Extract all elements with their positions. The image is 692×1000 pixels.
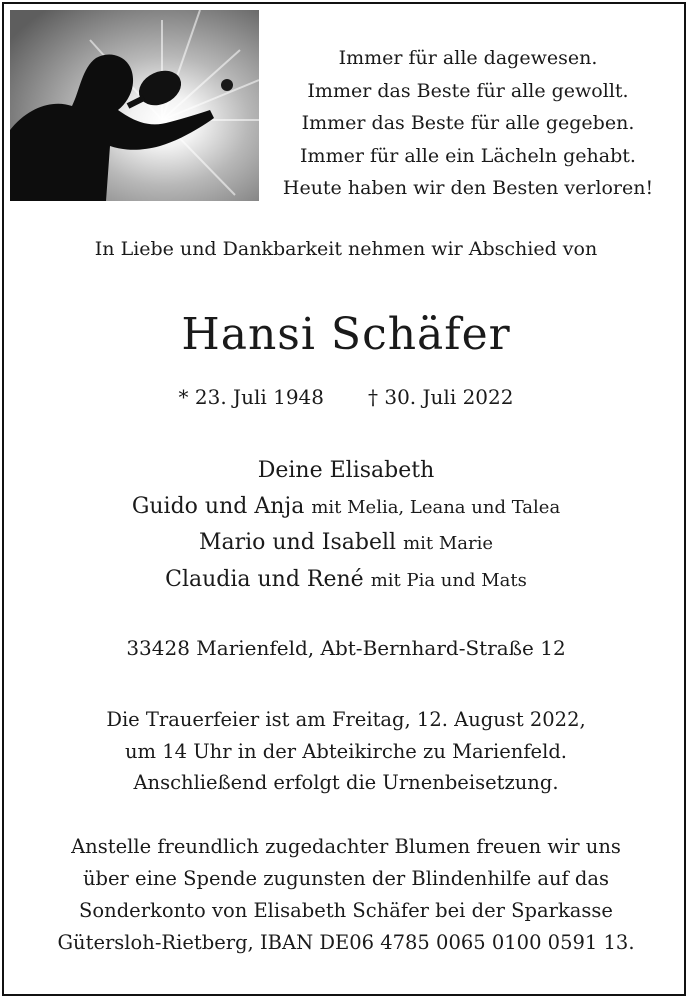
family-list bbox=[0, 453, 692, 598]
poem-line: Immer das Beste für alle gegeben. bbox=[301, 112, 635, 134]
family-line bbox=[0, 453, 692, 489]
service-line: um 14 Uhr in der Abteikirche zu Marienfeld. bbox=[124, 739, 568, 763]
table-tennis-player-photo bbox=[10, 10, 259, 201]
intro-text: In Liebe und Dankbarkeit nehmen wir Abschied von bbox=[94, 238, 598, 260]
poem-line: Heute haben wir den Besten verloren! bbox=[282, 177, 654, 199]
service-line: Die Trauerfeier ist am Freitag, 12. August 2022, bbox=[106, 708, 586, 731]
donation-line: über eine Spende zugunsten der Blindenhilfe auf das bbox=[82, 867, 610, 890]
family-children: mit Melia, Leana und Talea bbox=[311, 496, 561, 518]
family-children: mit Pia und Mats bbox=[370, 569, 527, 591]
life-dates bbox=[0, 385, 692, 409]
poem-line: Immer für alle dagewesen. bbox=[338, 47, 598, 69]
donation-line: Anstelle freundlich zugedachter Blumen freuen wir uns bbox=[71, 835, 621, 858]
family-member: Deine Elisabeth bbox=[257, 458, 435, 483]
address: 33428 Marienfeld, Abt-Bernhard-Straße 12 bbox=[126, 636, 566, 660]
family-children: mit Marie bbox=[403, 533, 494, 554]
poem-line: Immer das Beste für alle gewollt. bbox=[307, 79, 629, 102]
family-line bbox=[0, 525, 692, 562]
donation-info bbox=[0, 831, 692, 959]
poem-line: Immer für alle ein Lächeln gehabt. bbox=[300, 144, 636, 167]
family-line bbox=[0, 489, 692, 526]
deceased-name: Hansi Schäfer bbox=[181, 309, 511, 360]
family-member: Guido und Anja bbox=[131, 493, 305, 519]
funeral-service-info bbox=[0, 704, 692, 799]
memorial-poem bbox=[270, 42, 666, 205]
donation-line: Sonderkonto von Elisabeth Schäfer bei der Sparkasse bbox=[79, 899, 613, 922]
death-date: † 30. Juli 2022 bbox=[368, 385, 514, 409]
donation-line: Gütersloh-Rietberg, IBAN DE06 4785 0065 0100 0591 13. bbox=[57, 931, 635, 954]
family-member: Claudia und René bbox=[165, 566, 364, 592]
service-line: Anschließend erfolgt die Urnenbeisetzung. bbox=[133, 771, 559, 794]
birth-date: * 23. Juli 1948 bbox=[178, 385, 324, 409]
family-member: Mario und Isabell bbox=[198, 530, 397, 555]
family-line bbox=[0, 562, 692, 599]
